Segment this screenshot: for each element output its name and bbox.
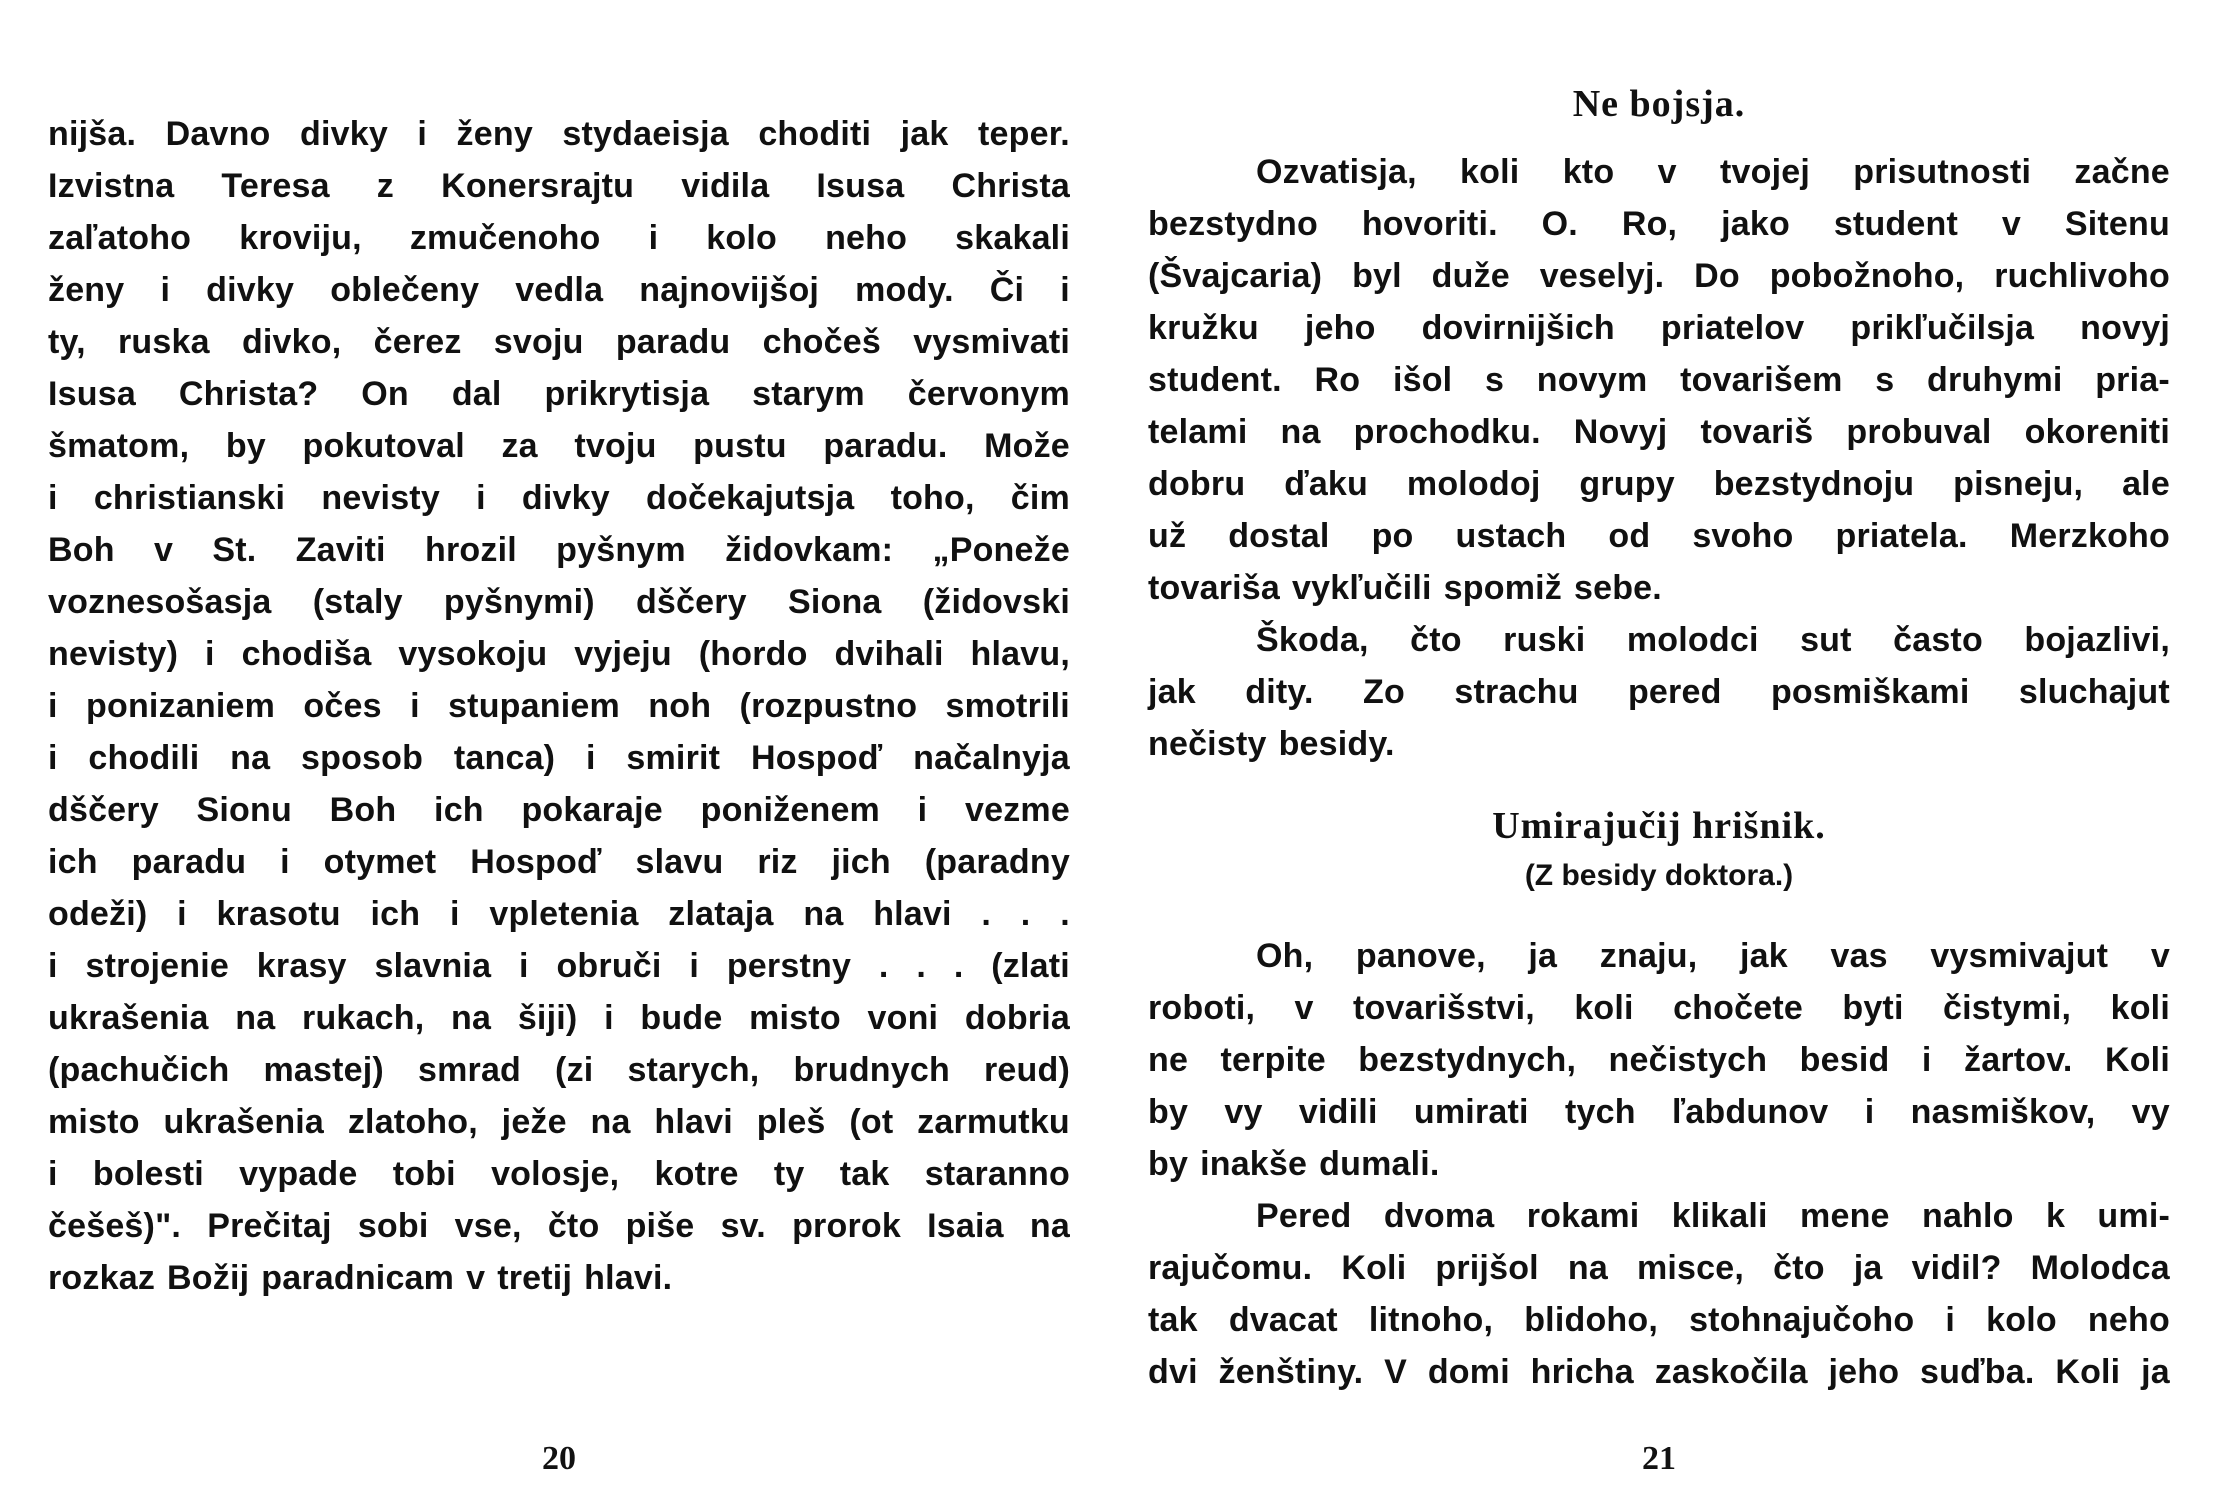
text-line: i christianski nevisty i divky dočekajutsja toho, čim <box>48 479 1070 517</box>
text-line: i ponizaniem očes i stupaniem noh (rozpustno smotrili <box>48 687 1070 725</box>
text-line: telami na prochodku. Novyj tovariš probuval okoreniti <box>1148 413 2170 451</box>
text-line: nevisty) i chodiša vysokoju vyjeju (hordo dvihali hlavu, <box>48 635 1070 673</box>
section-ne-bojsja-text <box>1148 146 2170 770</box>
text-line: Škoda, čto ruski molodci sut často bojazlivi, <box>1256 621 2170 659</box>
left-page-text <box>48 108 1070 1304</box>
text-line: (Švajcaria) byl duže veselyj. Do pobožnoho, ruchlivoho <box>1148 257 2170 295</box>
text-line: ty, ruska divko, čerez svoju paradu chočeš vysmivati <box>48 323 1070 361</box>
left-page <box>48 0 1070 1500</box>
text-line: tak dvacat litnoho, blidoho, stohnajučoho i kolo neho <box>1148 1301 2170 1339</box>
text-line: voznesošasja (staly pyšnymi) dščery Siona (židovski <box>48 583 1070 621</box>
text-line: jak dity. Zo strachu pered posmiškami sluchajut <box>1148 673 2170 711</box>
text-line: nečisty besidy. <box>1148 725 1395 763</box>
text-line: (pachučich mastej) smrad (zi starych, brudnych reud) <box>48 1051 1070 1089</box>
text-line: Isusa Christa? On dal prikrytisja starym červonym <box>48 375 1070 413</box>
text-line: dščery Sionu Boh ich pokaraje poniženem i vezme <box>48 791 1070 829</box>
text-line: rozkaz Božij paradnicam v tretij hlavi. <box>48 1259 673 1297</box>
text-line: Oh, panove, ja znaju, jak vas vysmivajut v <box>1256 937 2170 975</box>
text-line: roboti, v tovarišstvi, koli chočete byti čistymi, koli <box>1148 989 2170 1027</box>
text-line: dobru ďaku molodoj grupy bezstydnoju pisneju, ale <box>1148 465 2170 503</box>
page-number-right: 21 <box>1642 1440 1676 1477</box>
text-line: už dostal po ustach od svoho priatela. Merzkoho <box>1148 517 2170 555</box>
section-umirajucij-hrisnik-text <box>1148 930 2170 1398</box>
section-title-ne-bojsja: Ne bojsja. <box>1572 83 1746 125</box>
text-line: zaľatoho kroviju, zmučenoho i kolo neho skakali <box>48 219 1070 257</box>
text-line: Izvistna Teresa z Konersrajtu vidila Isusa Christa <box>48 167 1070 205</box>
text-line: tovariša vykľučili spomiž sebe. <box>1148 569 1662 607</box>
text-line: češeš)". Prečitaj sobi vse, čto piše sv. prorok Isaia na <box>48 1207 1070 1245</box>
text-line: rajučomu. Koli prijšol na misce, čto ja vidil? Molodca <box>1148 1249 2170 1287</box>
text-line: kružku jeho dovirnijšich priatelov prikľučilsja novyj <box>1148 309 2170 347</box>
text-line: šmatom, by pokutoval za tvoju pustu paradu. Može <box>48 427 1070 465</box>
text-line: i bolesti vypade tobi volosje, kotre ty tak staranno <box>48 1155 1070 1193</box>
text-line: odeži) i krasotu ich i vpletenia zlataja na hlavi . . . <box>48 895 1070 933</box>
right-page <box>1148 0 2170 1500</box>
text-line: Ozvatisja, koli kto v tvojej prisutnosti začne <box>1256 153 2170 191</box>
text-line: Pered dvoma rokami klikali mene nahlo k umi- <box>1256 1197 2170 1235</box>
text-line: student. Ro išol s novym tovarišem s druhymi pria- <box>1148 361 2170 399</box>
text-line: misto ukrašenia zlatoho, ježe na hlavi pleš (ot zarmutku <box>48 1103 1070 1141</box>
text-line: nijša. Davno divky i ženy stydaeisja choditi jak teper. <box>48 115 1070 153</box>
section-title-umirajucij-hrisnik: Umirajučij hrišnik. <box>1492 805 1826 847</box>
text-line: dvi ženštiny. V domi hricha zaskočila jeho suďba. Koli ja <box>1148 1353 2170 1391</box>
page-number-left: 20 <box>542 1440 576 1477</box>
text-line: Boh v St. Zaviti hrozil pyšnym židovkam: „Poneže <box>48 531 1070 569</box>
text-line: bezstydno hovoriti. O. Ro, jako student v Sitenu <box>1148 205 2170 243</box>
text-line: ženy i divky oblečeny vedla najnovijšoj mody. Či i <box>48 271 1070 309</box>
text-line: i strojenie krasy slavnia i obruči i perstny . . . (zlati <box>48 947 1070 985</box>
text-line: by inakše dumali. <box>1148 1145 1440 1183</box>
text-line: ukrašenia na rukach, na šiji) i bude misto voni dobria <box>48 999 1070 1037</box>
text-line: ich paradu i otymet Hospoď slavu riz jich (paradny <box>48 843 1070 881</box>
text-line: by vy vidili umirati tych ľabdunov i nasmiškov, vy <box>1148 1093 2170 1131</box>
section-subtitle: (Z besidy doktora.) <box>1524 859 1794 892</box>
text-line: i chodili na sposob tanca) i smirit Hospoď načalnyja <box>48 739 1070 777</box>
text-line: ne terpite bezstydnych, nečistych besid i žartov. Koli <box>1148 1041 2170 1079</box>
